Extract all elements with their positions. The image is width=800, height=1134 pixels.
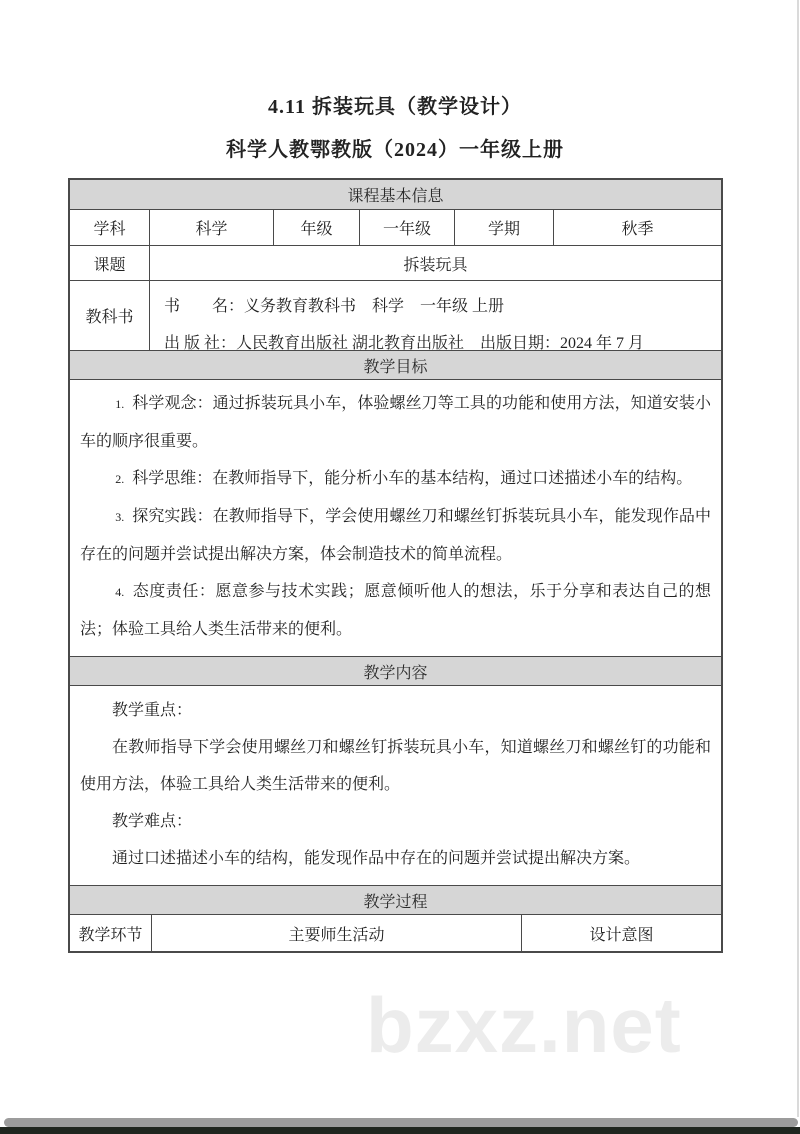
section-header-course-info: 课程基本信息 — [70, 180, 721, 209]
subject-label: 学科 — [93, 221, 126, 238]
textbook-details — [149, 281, 721, 350]
goal-number: 3. — [115, 510, 125, 524]
goal-number: 2. — [115, 472, 125, 486]
section-header-goals: 教学目标 — [70, 350, 721, 379]
textbook-publisher-line: 出 版 社：人民教育出版社 湖北教育出版社 出版日期：2024 年 7 月 — [164, 335, 645, 350]
textbook-label: 教科书 — [85, 309, 134, 326]
goal-item — [80, 573, 711, 648]
difficult-points-label: 教学难点： — [112, 813, 193, 830]
semester-value: 秋季 — [553, 210, 721, 245]
goal-text: 科学观念：通过拆装玩具小车，体验螺丝刀等工具的功能和使用方法，知道安装小车的顺序很重要。 — [80, 395, 711, 450]
bottom-dark-strip — [0, 1127, 800, 1134]
grade-label: 年级 — [273, 210, 359, 245]
goal-item — [80, 498, 711, 573]
process-columns-row — [70, 914, 721, 951]
document-title: 4.11 拆装玩具（教学设计） — [268, 96, 522, 118]
textbook-row — [70, 280, 721, 350]
goal-text: 科学思维：在教师指导下，能分析小车的基本结构，通过口述描述小车的结构。 — [132, 470, 693, 487]
grade-value: 一年级 — [359, 210, 454, 245]
goal-item — [80, 460, 711, 498]
goal-item — [80, 385, 711, 460]
difficult-points-text: 通过口述描述小车的结构，能发现作品中存在的问题并尝试提出解决方案。 — [112, 850, 641, 867]
lesson-plan-table — [68, 178, 723, 953]
teaching-content — [70, 686, 721, 885]
goal-number: 1. — [115, 397, 125, 411]
topic-label: 课题 — [93, 256, 126, 274]
semester-label: 学期 — [454, 210, 553, 245]
section-header-process: 教学过程 — [70, 885, 721, 914]
content-row — [70, 685, 721, 885]
goal-text: 探究实践：在教师指导下，学会使用螺丝刀和螺丝钉拆装玩具小车，能发现作品中存在的问题并尝试提出解决方案，体会制造技术的简单流程。 — [80, 508, 711, 563]
process-col-intent: 设计意图 — [521, 915, 721, 951]
goal-number: 4. — [115, 585, 125, 599]
process-col-activities: 主要师生活动 — [151, 915, 521, 951]
key-points-label: 教学重点： — [112, 702, 193, 719]
key-points-text: 在教师指导下学会使用螺丝刀和螺丝钉拆装玩具小车，知道螺丝刀和螺丝钉的功能和使用方法，体验工具给人类生活带来的便利。 — [80, 739, 711, 793]
subject-value: 科学 — [149, 210, 273, 245]
goal-text: 态度责任：愿意参与技术实践；愿意倾听他人的想法，乐于分享和表达自己的想法；体验工具给人类生活带来的便利。 — [80, 583, 711, 638]
textbook-name-line: 书 名：义务教育教科书 科学 一年级 上册 — [164, 298, 505, 315]
right-edge-divider — [797, 0, 799, 1117]
document-subtitle: 科学人教鄂教版（2024）一年级上册 — [226, 139, 564, 161]
site-watermark: bzxz.net — [366, 981, 682, 1069]
course-info-row — [70, 209, 721, 245]
process-col-stage: 教学环节 — [78, 926, 143, 944]
goals-row — [70, 379, 721, 656]
topic-row — [70, 245, 721, 280]
topic-value: 拆装玩具 — [149, 246, 721, 280]
section-header-content: 教学内容 — [70, 656, 721, 685]
goals-content — [70, 380, 721, 656]
horizontal-scrollbar[interactable] — [4, 1118, 798, 1127]
